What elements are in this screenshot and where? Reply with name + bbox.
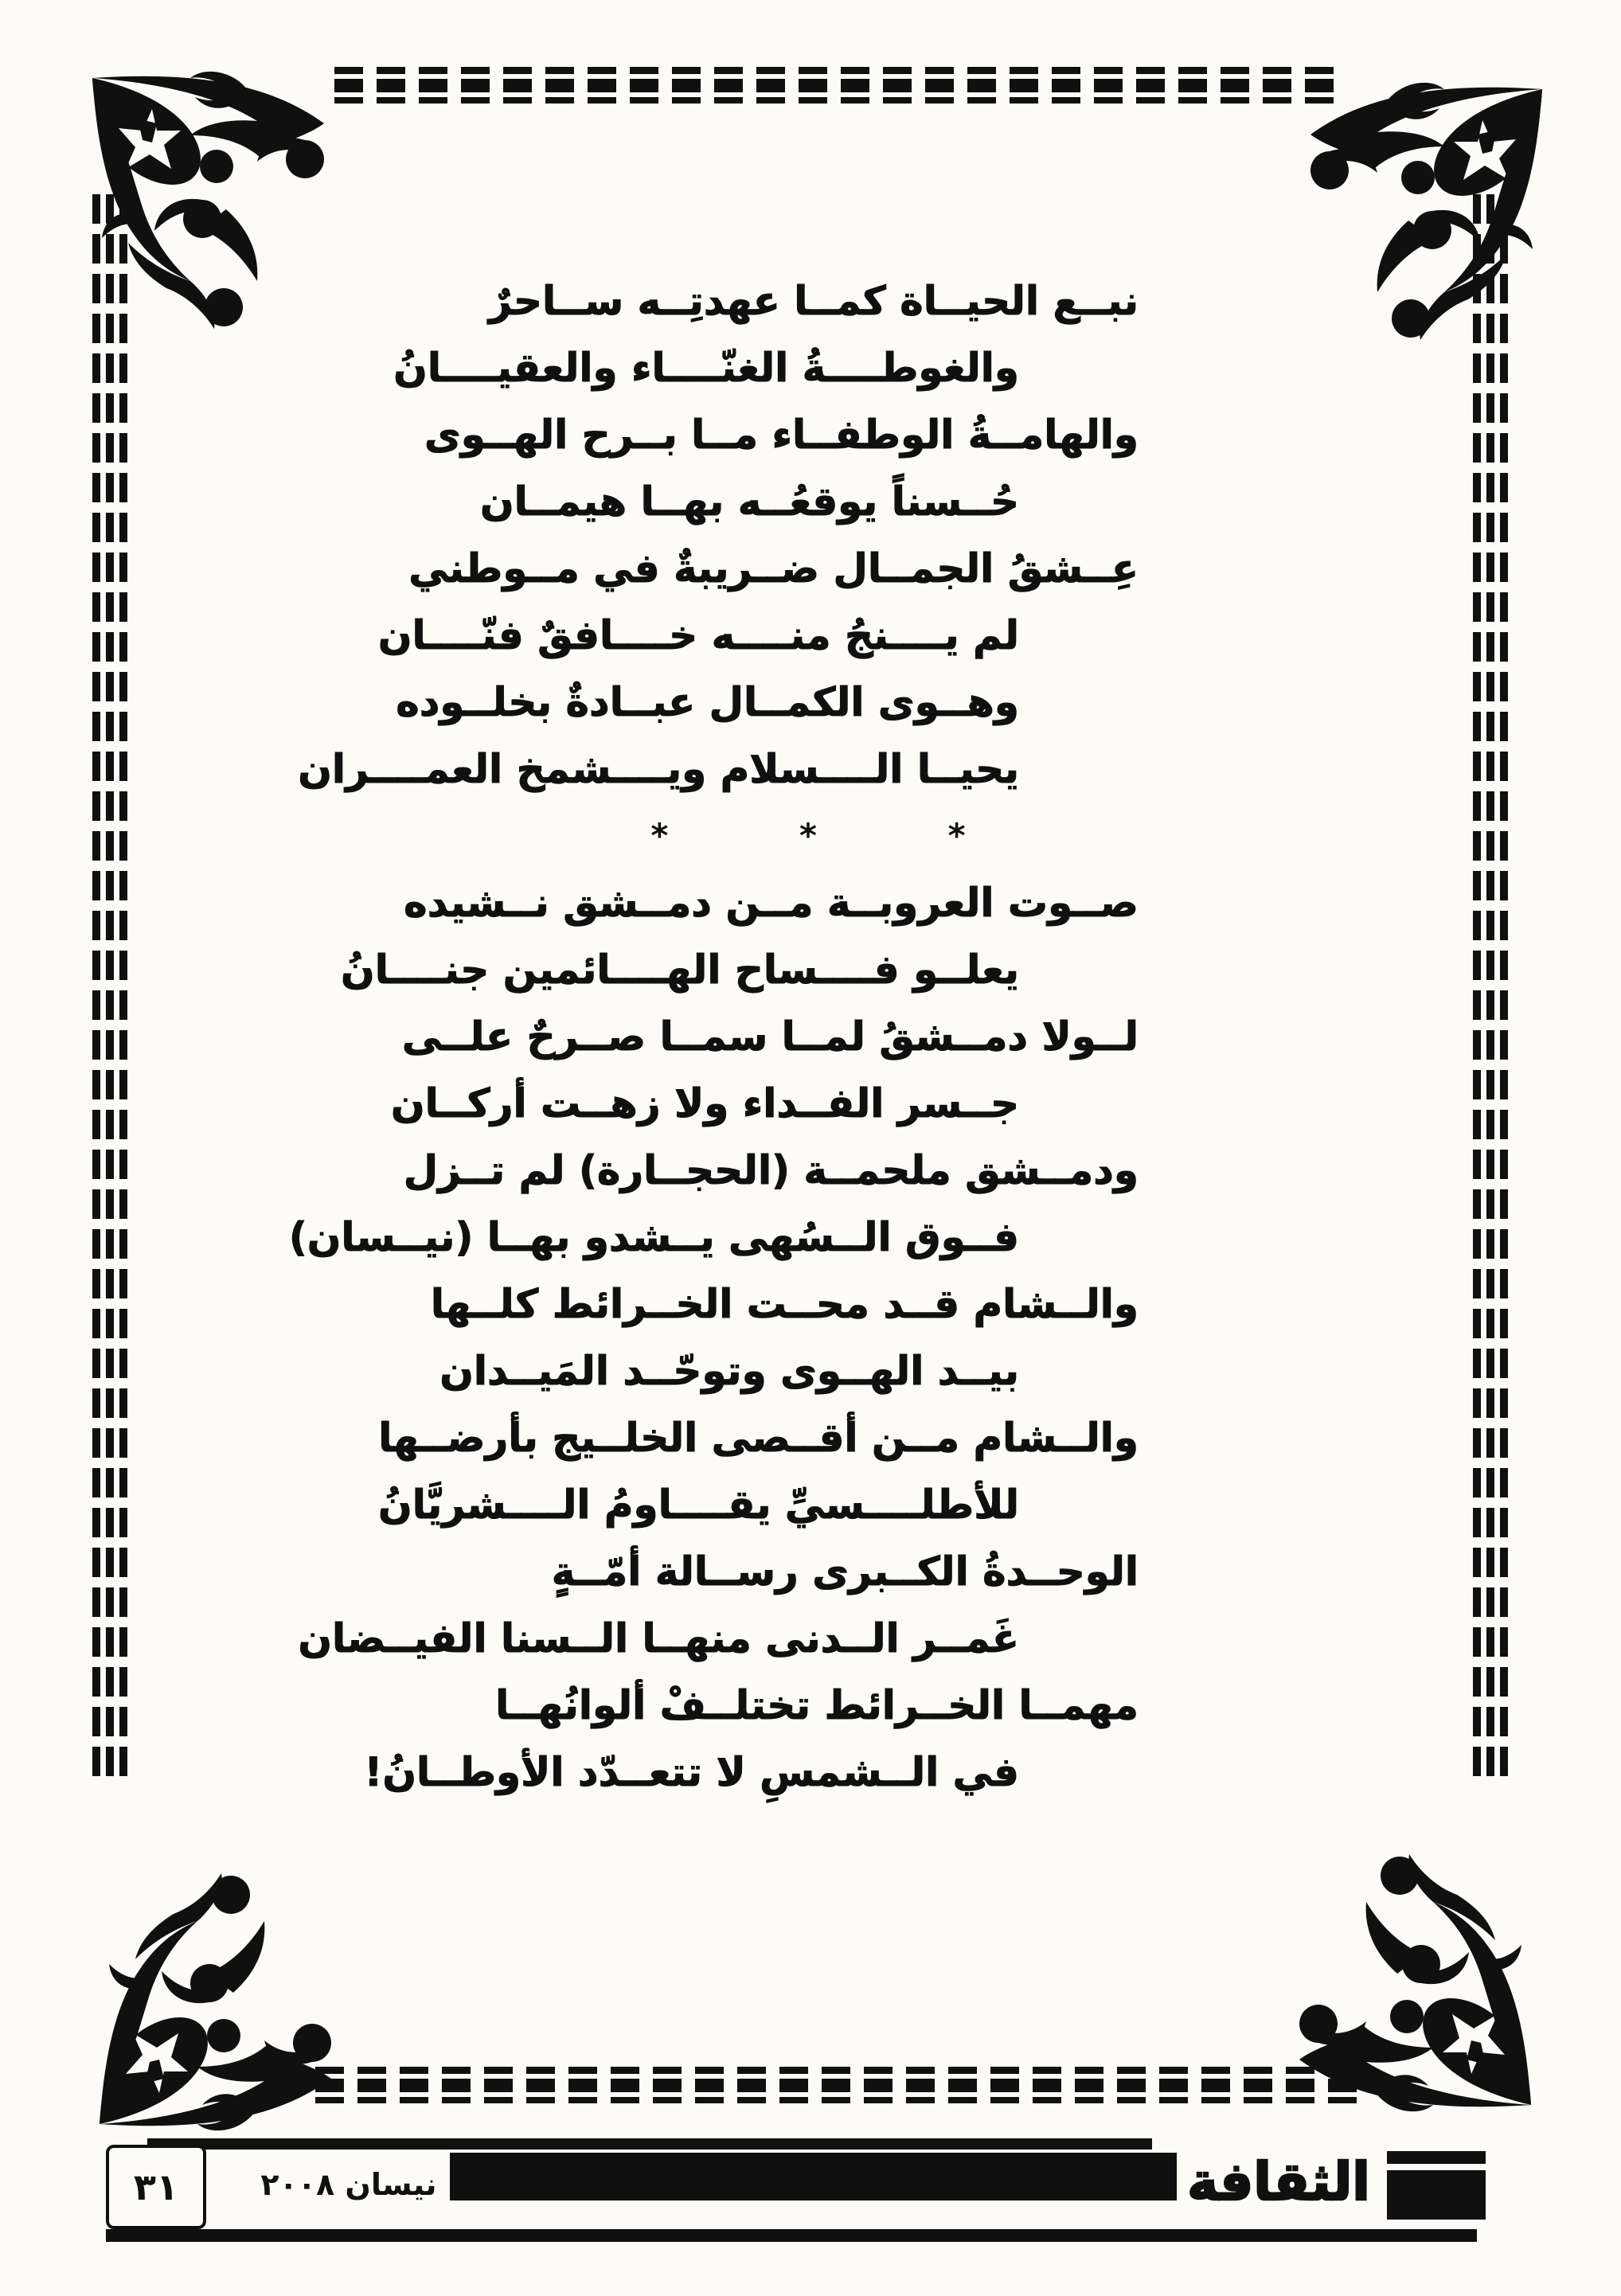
border-dash xyxy=(799,67,827,103)
side-tick-mark xyxy=(92,1468,127,1497)
poem-line: والــشام قــد محــت الخــرائط كلــها xyxy=(430,1281,1139,1327)
side-tick-mark xyxy=(1473,1030,1508,1060)
poem-line: نبــع الحيــاة كمــا عهدتِــه ســاحرٌ xyxy=(488,278,1139,324)
side-tick-mark xyxy=(92,314,127,343)
poem-line: الوحــدةُ الكــبرى رســالة أمّــةٍ xyxy=(551,1548,1139,1595)
poem-line: ودمــشق ملحمــة (الحجــارة) لم تــزل xyxy=(403,1147,1139,1193)
side-tick-mark xyxy=(1473,911,1508,940)
border-dash xyxy=(334,67,363,103)
border-dash xyxy=(1178,67,1207,103)
poem-line: والهامــةُ الوطفــاء مــا بــرح الهــوى xyxy=(424,412,1139,458)
border-dash xyxy=(630,67,658,103)
border-dash xyxy=(1159,2067,1188,2103)
border-dash xyxy=(568,2067,597,2103)
side-tick-mark xyxy=(1473,1548,1508,1577)
border-dash xyxy=(315,2067,344,2103)
side-tick-mark xyxy=(92,752,127,781)
side-tick-mark xyxy=(92,1627,127,1657)
side-tick-mark xyxy=(92,1150,127,1179)
side-tick-mark xyxy=(92,1349,127,1378)
border-dash xyxy=(925,67,954,103)
side-tick-mark xyxy=(1473,990,1508,1020)
poem-line: عِــشقُ الجمــال ضــريبةٌ في مــوطني xyxy=(408,545,1139,592)
border-dash xyxy=(461,67,490,103)
side-tick-mark xyxy=(92,1667,127,1697)
border-dash xyxy=(484,2067,513,2103)
border-dash xyxy=(611,2067,639,2103)
logo-decor-bar-thin xyxy=(1387,2151,1486,2164)
side-tick-mark xyxy=(92,712,127,741)
border-dash xyxy=(756,67,785,103)
poem-line: فــوق الــسُهى يــشدو بهــا (نيــسان) xyxy=(288,1214,1019,1260)
poem-line: يحيــا الــــسلام ويــــشمخ العمــــران xyxy=(298,746,1019,792)
top-dashed-border xyxy=(334,67,1334,103)
border-dash xyxy=(1010,67,1038,103)
side-tick-mark xyxy=(1473,1229,1508,1259)
side-tick-mark xyxy=(1473,791,1508,821)
border-dash xyxy=(377,67,405,103)
poem xyxy=(287,267,1139,1806)
side-tick-mark xyxy=(92,433,127,463)
poem-line: حُــسناً يوقعُــه بهــا هيمــان xyxy=(479,478,1019,525)
poem-line: والــشام مــن أقــصى الخلــيج بأرضــها xyxy=(378,1415,1139,1461)
side-tick-mark xyxy=(92,1189,127,1219)
side-tick-mark xyxy=(92,473,127,502)
side-tick-mark xyxy=(1473,1428,1508,1458)
stars-separator: * * * xyxy=(650,816,966,855)
side-tick-mark xyxy=(1473,473,1508,502)
side-tick-mark xyxy=(1473,672,1508,701)
poem-line: والغوطــــةُ الغنّــــاء والعقيــــانُ xyxy=(393,345,1019,391)
side-tick-mark xyxy=(92,1747,127,1776)
border-dash xyxy=(357,2067,386,2103)
border-dash xyxy=(1136,67,1165,103)
side-tick-mark xyxy=(1473,1587,1508,1617)
border-dash xyxy=(672,67,701,103)
side-tick-mark xyxy=(1473,553,1508,582)
border-dash xyxy=(588,67,616,103)
logo-decor-bar-thick xyxy=(1387,2170,1486,2220)
side-tick-mark xyxy=(92,1508,127,1537)
border-dash xyxy=(1286,2067,1314,2103)
border-dash xyxy=(503,67,532,103)
border-dash xyxy=(1117,2067,1146,2103)
side-tick-mark xyxy=(92,1030,127,1060)
side-tick-mark xyxy=(92,274,127,303)
poem-line: لــولا دمــشقُ لمــا سمــا صــرحٌ علــى xyxy=(401,1013,1139,1060)
side-tick-mark xyxy=(92,990,127,1020)
issue-date: نيسان ٢٠٠٨ xyxy=(260,2167,437,2202)
border-dash xyxy=(1075,2067,1103,2103)
side-tick-mark xyxy=(92,871,127,900)
border-dash xyxy=(695,2067,724,2103)
footer-top-rule xyxy=(147,2138,1152,2150)
border-dash xyxy=(545,67,574,103)
side-tick-mark xyxy=(92,513,127,542)
side-tick-mark xyxy=(92,1548,127,1577)
side-tick-mark xyxy=(92,353,127,383)
left-side-marks xyxy=(92,194,127,1776)
poem-line: غَمــر الــدنى منهــا الــسنا الفيــضان xyxy=(298,1615,1019,1661)
border-dash xyxy=(1201,2067,1230,2103)
border-dash xyxy=(714,67,743,103)
bottom-dashed-border xyxy=(315,2067,1357,2103)
border-dash xyxy=(841,67,869,103)
side-tick-mark xyxy=(92,831,127,861)
side-tick-mark xyxy=(1473,1110,1508,1139)
magazine-logo: الثقافة xyxy=(1187,2150,1370,2212)
border-dash xyxy=(1263,67,1291,103)
side-tick-mark xyxy=(1473,1269,1508,1298)
side-tick-mark xyxy=(1473,752,1508,781)
poem-line: وهــوى الكمــال عبــادةٌ بخلــوده xyxy=(396,679,1019,725)
border-dash xyxy=(1328,2067,1357,2103)
poem-line: يعلــو فــــساح الهــــائمين جنــــانُ xyxy=(341,947,1019,993)
border-dash xyxy=(822,2067,850,2103)
poem-line: بيــد الهــوى وتوحّــد المَيــدان xyxy=(439,1348,1019,1394)
side-tick-mark xyxy=(92,672,127,701)
side-tick-mark xyxy=(1473,274,1508,303)
side-tick-mark xyxy=(1473,1508,1508,1537)
side-tick-mark xyxy=(1473,513,1508,542)
footer-bottom-rule xyxy=(106,2229,1477,2242)
right-side-marks xyxy=(1473,194,1508,1776)
side-tick-mark xyxy=(92,1388,127,1418)
border-dash xyxy=(864,2067,893,2103)
border-dash xyxy=(400,2067,428,2103)
border-dash xyxy=(1244,2067,1272,2103)
side-tick-mark xyxy=(92,1428,127,1458)
floral-corner-ornament-bottom-left xyxy=(83,1865,346,2145)
side-tick-mark xyxy=(1473,951,1508,980)
side-tick-mark xyxy=(1473,1747,1508,1776)
poem-line: في الــشمسِ لا تتعــدّد الأوطــانُ! xyxy=(364,1749,1019,1795)
side-tick-mark xyxy=(92,1587,127,1617)
side-tick-mark xyxy=(92,234,127,264)
side-tick-mark xyxy=(1473,194,1508,224)
side-tick-mark xyxy=(1473,1627,1508,1657)
border-dash xyxy=(1052,67,1080,103)
side-tick-mark xyxy=(92,1110,127,1139)
side-tick-mark xyxy=(92,632,127,662)
border-dash xyxy=(419,67,447,103)
side-tick-mark xyxy=(92,911,127,940)
border-dash xyxy=(1094,67,1123,103)
side-tick-mark xyxy=(1473,871,1508,900)
border-dash xyxy=(1221,67,1249,103)
poem-line: جــسر الفــداء ولا زهــت أركــان xyxy=(391,1080,1019,1127)
side-tick-mark xyxy=(1473,1150,1508,1179)
side-tick-mark xyxy=(92,393,127,423)
side-tick-mark xyxy=(1473,592,1508,622)
border-dash xyxy=(967,67,996,103)
border-dash xyxy=(1305,67,1334,103)
side-tick-mark xyxy=(1473,234,1508,264)
side-tick-mark xyxy=(1473,433,1508,463)
border-dash xyxy=(1033,2067,1061,2103)
side-tick-mark xyxy=(1473,393,1508,423)
border-dash xyxy=(653,2067,682,2103)
side-tick-mark xyxy=(1473,1388,1508,1418)
page-number: ٣١ xyxy=(133,2165,179,2208)
floral-corner-ornament-top-right xyxy=(1296,68,1559,349)
side-tick-mark xyxy=(92,1269,127,1298)
side-tick-mark xyxy=(1473,314,1508,343)
side-tick-mark xyxy=(1473,712,1508,741)
side-tick-mark xyxy=(92,1229,127,1259)
side-tick-mark xyxy=(92,592,127,622)
side-tick-mark xyxy=(1473,1189,1508,1219)
side-tick-mark xyxy=(92,1707,127,1736)
poem-line: لم يــــنجُ منــــه خــــافقٌ فنّــــان xyxy=(377,612,1019,658)
side-tick-mark xyxy=(92,1070,127,1099)
border-dash xyxy=(526,2067,555,2103)
page-number-box xyxy=(106,2145,206,2229)
side-tick-mark xyxy=(92,553,127,582)
side-tick-mark xyxy=(92,791,127,821)
border-dash xyxy=(779,2067,808,2103)
border-dash xyxy=(883,67,912,103)
side-tick-mark xyxy=(1473,1707,1508,1736)
poem-line: للأطلــــسيِّ يقــــاومُ الــــشريَّانُ xyxy=(378,1482,1019,1528)
side-tick-mark xyxy=(1473,353,1508,383)
side-tick-mark xyxy=(1473,831,1508,861)
border-dash xyxy=(948,2067,977,2103)
side-tick-mark xyxy=(92,194,127,224)
border-dash xyxy=(990,2067,1019,2103)
side-tick-mark xyxy=(1473,1667,1508,1697)
border-dash xyxy=(737,2067,766,2103)
poem-line: مهمــا الخــرائط تختلــفْ ألوانُهــا xyxy=(495,1682,1139,1728)
side-tick-mark xyxy=(1473,1468,1508,1497)
border-dash xyxy=(906,2067,935,2103)
poem-line: صــوت العروبــة مــن دمــشق نــشيده xyxy=(404,880,1139,926)
side-tick-mark xyxy=(1473,1309,1508,1338)
side-tick-mark xyxy=(1473,1349,1508,1378)
side-tick-mark xyxy=(1473,1070,1508,1099)
footer-black-band xyxy=(450,2153,1177,2200)
side-tick-mark xyxy=(92,951,127,980)
side-tick-mark xyxy=(1473,632,1508,662)
border-dash xyxy=(442,2067,471,2103)
side-tick-mark xyxy=(92,1309,127,1338)
